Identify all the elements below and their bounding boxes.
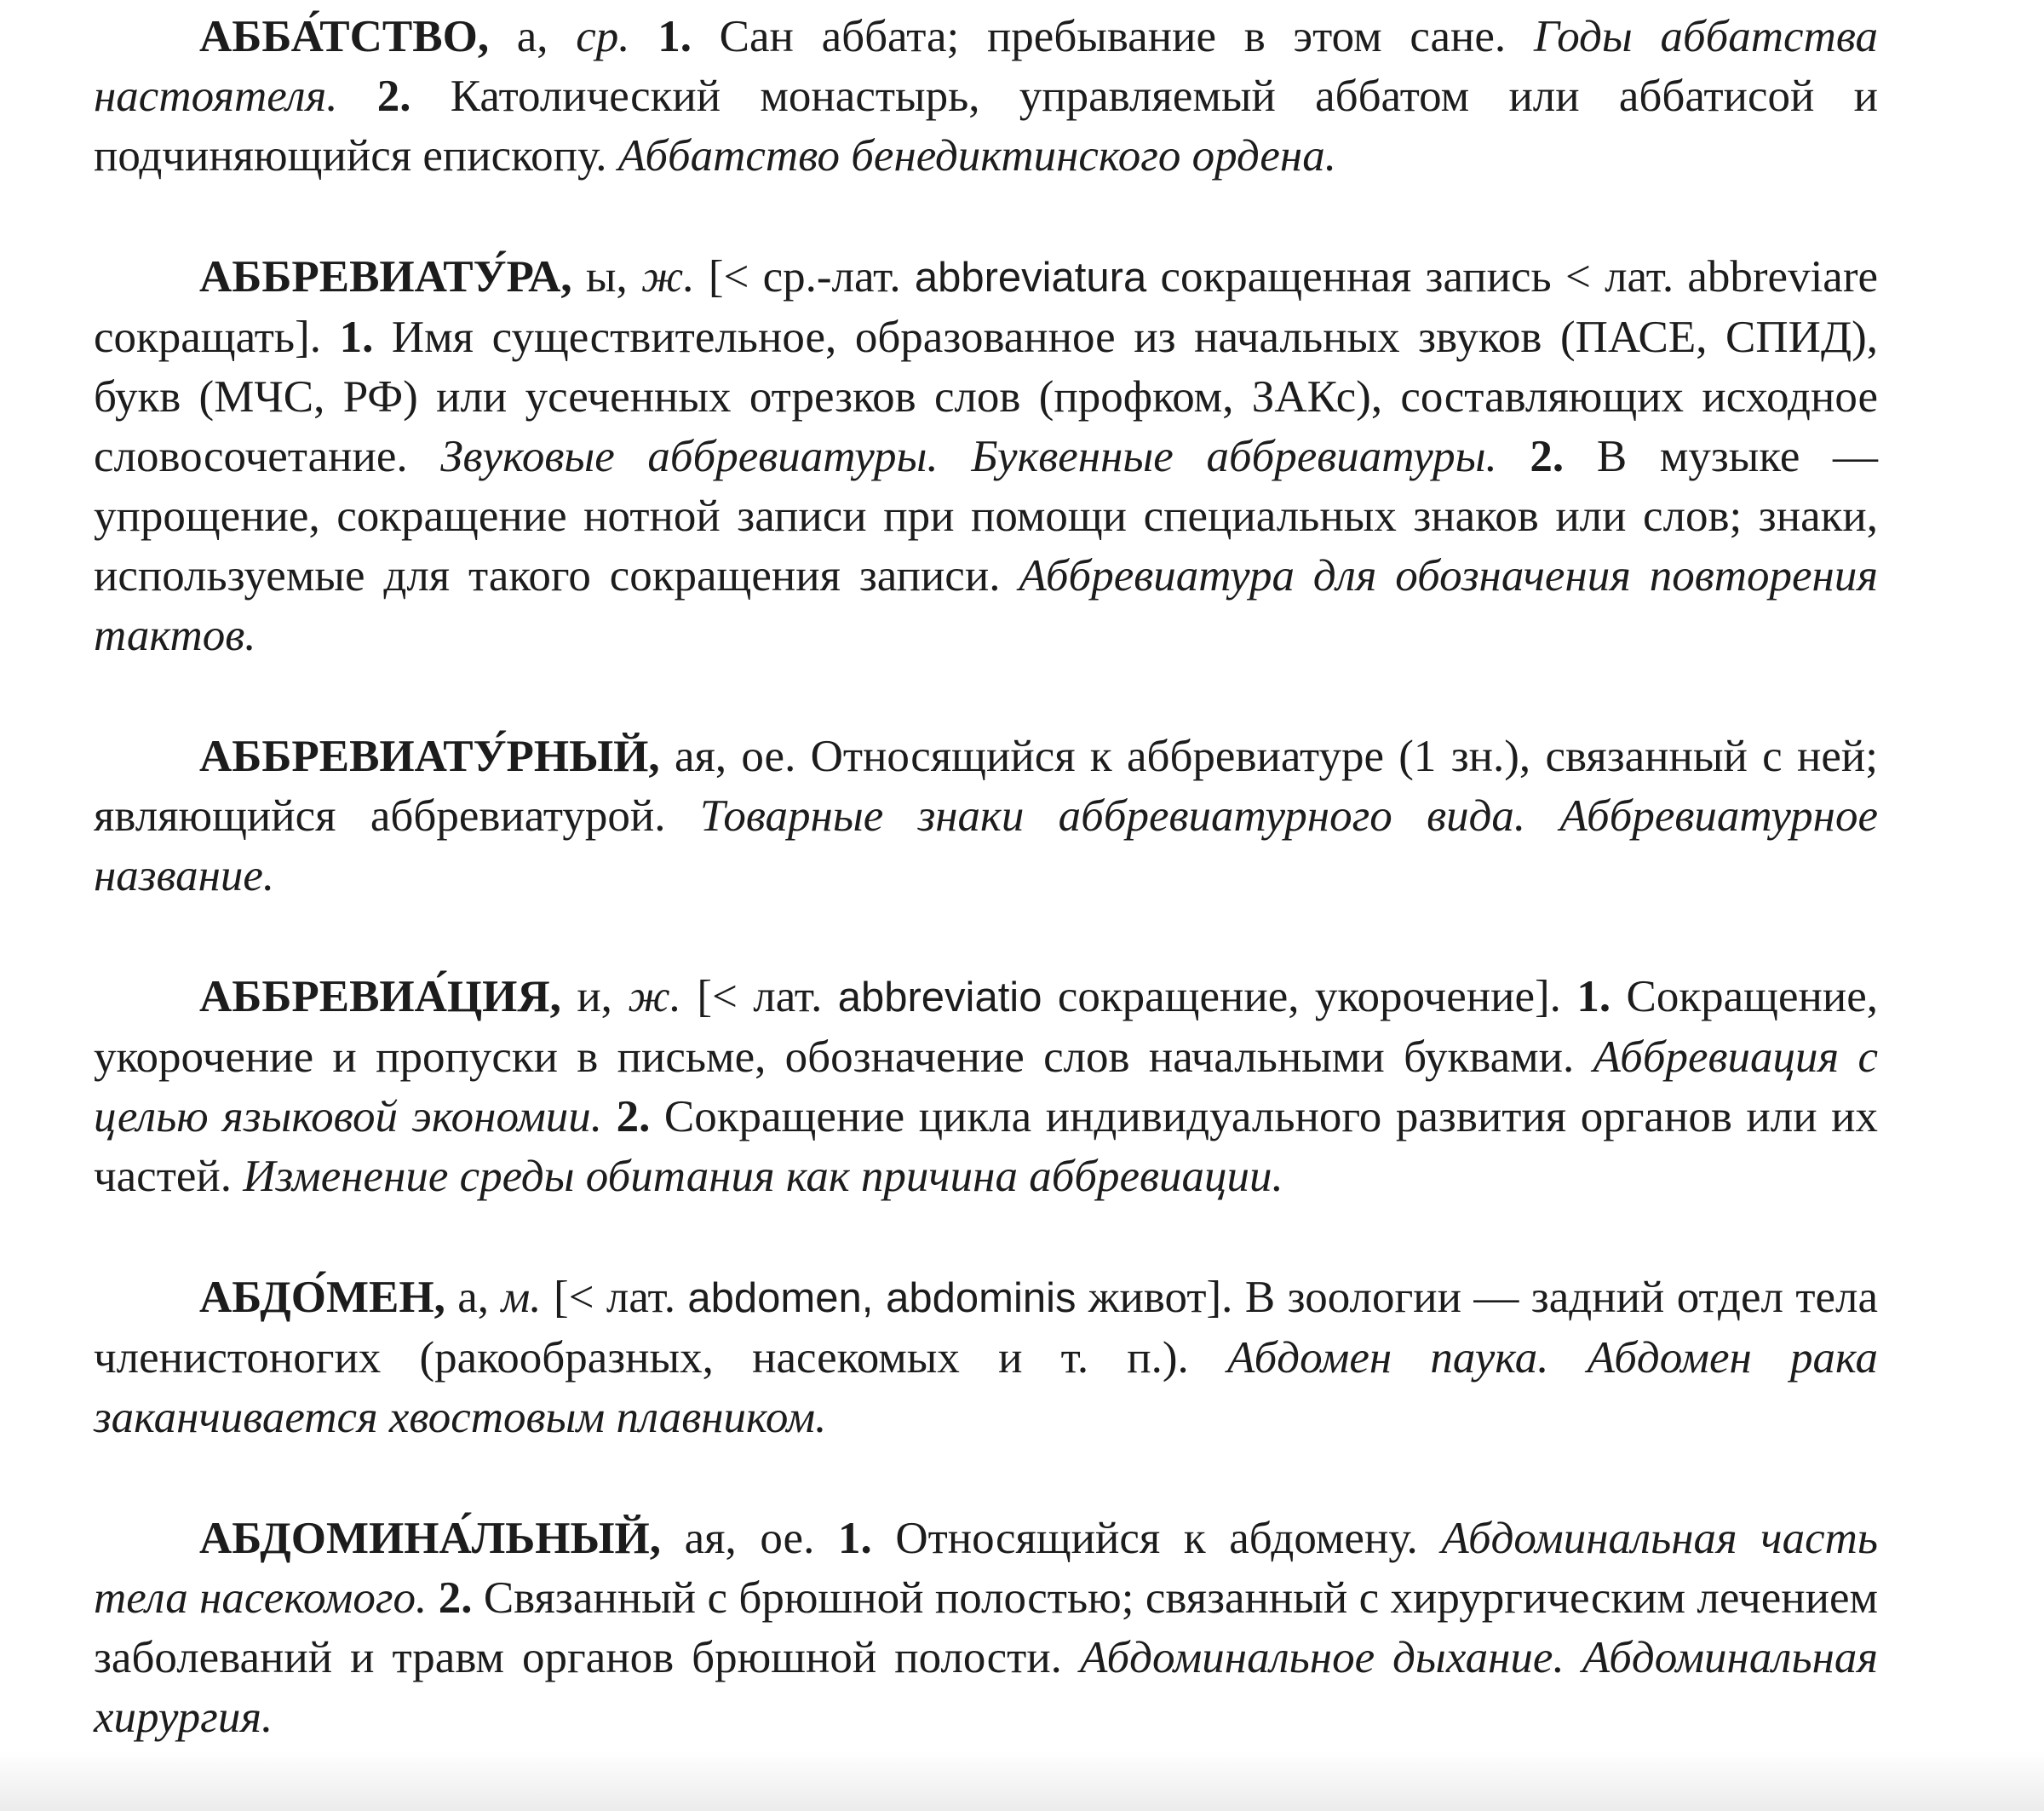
entry-definition-text: Католический монастырь, управляемый аббатом или аббатисой и подчиняющийся епископу. xyxy=(94,72,1878,181)
entry-definition-text: Имя существительное, образованное из начальных звуков (ПАСЕ, СПИД), букв (МЧС, РФ) или усеченных отрезков слов (профком, ЗАКс), составляющих исходное словосочетание. xyxy=(94,313,1879,481)
entry-definition-text: живот]. В зоологии — задний отдел тела членистоногих (ракообразных, насекомых и т. п.). xyxy=(94,1273,1878,1383)
entry-usage-example: Абдоминальная часть тела насекомого. xyxy=(94,1514,1879,1623)
entry-sense-number: 2. xyxy=(438,1573,473,1623)
entry-definition-text: а, xyxy=(445,1273,502,1322)
entry-definition-text: [< лат. xyxy=(680,972,838,1021)
entry-sense-number: 1. xyxy=(837,1514,872,1563)
entry-sense-number: 2. xyxy=(616,1092,651,1141)
entry-headword: АББРЕВИАТУ́РА, xyxy=(199,252,572,302)
entry-usage-example: ж. xyxy=(628,972,681,1021)
entry-usage-example: Годы аббатства настоятеля. xyxy=(94,12,1878,121)
dictionary-entry-abbreviatsiya xyxy=(94,967,1878,1206)
entry-definition-text: сокращенная запись < лат. abbreviare сокращать]. xyxy=(94,252,1879,362)
entry-usage-example: Товарные знаки аббревиатурного вида. Аббревиатурное название. xyxy=(94,791,1878,900)
entry-latin-term: abdomen, abdominis xyxy=(687,1275,1077,1321)
entry-definition-text xyxy=(602,1092,617,1141)
entry-usage-example: Абдоминальное дыхание. Абдоминальная хирургия. xyxy=(94,1633,1878,1742)
entry-definition-text: Связанный с брюшной полостью; связанный с хирургическим лечением заболеваний и травм органов брюшной полости. xyxy=(94,1573,1879,1682)
entry-definition-text: Сокращение, укорочение и пропуски в письме, обозначение слов начальными буквами. xyxy=(94,972,1878,1082)
entry-definition-text xyxy=(427,1573,438,1623)
dictionary-entry-abbatstvo xyxy=(94,7,1878,186)
bottom-shadow xyxy=(0,1751,2044,1811)
entry-sense-number: 2. xyxy=(1530,432,1565,481)
dictionary-entry-abdominalnyi xyxy=(94,1509,1878,1747)
entry-headword: АБДО́МЕН, xyxy=(199,1273,445,1322)
entry-definition-text: Сан аббата; пребывание в этом сане. xyxy=(691,12,1534,61)
entry-usage-example: м. xyxy=(501,1273,542,1322)
entry-usage-example: Аббревиация с целью языковой экономии. xyxy=(94,1032,1878,1141)
entry-definition-text: В музыке — упрощение, сокращение нотной записи при помощи специальных знаков или слов; знаки, используемые для такого сокращения записи. xyxy=(94,432,1879,601)
entry-usage-example: Аббревиатура для обозначения повторения тактов. xyxy=(94,551,1878,660)
dictionary-entries xyxy=(94,7,1878,1747)
entry-usage-example: Звуковые аббревиатуры. Буквенные аббревиатуры. xyxy=(440,432,1497,481)
entry-definition-text: Сокращение цикла индивидуального развития органов или их частей. xyxy=(94,1092,1879,1201)
entry-definition-text xyxy=(338,72,377,121)
entry-definition-text: и, xyxy=(560,972,629,1021)
entry-definition-text: сокращение, укорочение]. xyxy=(1042,972,1577,1021)
entry-usage-example: ср. xyxy=(576,12,630,61)
entry-sense-number: 1. xyxy=(657,12,692,61)
entry-usage-example: ж. xyxy=(641,252,695,302)
entry-sense-number: 1. xyxy=(339,313,374,362)
entry-definition-text: ы, xyxy=(571,252,642,302)
entry-sense-number: 2. xyxy=(376,72,411,121)
entry-latin-term: abbreviatura xyxy=(914,255,1147,301)
entry-usage-example: Абдомен паука. Абдомен рака заканчивается хвостовым плавником. xyxy=(94,1333,1878,1442)
dictionary-entry-abbreviaturnyi xyxy=(94,727,1878,906)
entry-latin-term: abbreviatio xyxy=(837,974,1042,1020)
entry-definition-text: Относящийся к абдомену. xyxy=(871,1514,1442,1563)
entry-definition-text xyxy=(630,12,658,61)
entry-definition-text: [< лат. xyxy=(541,1273,688,1322)
entry-headword: АБДОМИНА́ЛЬНЫЙ, xyxy=(199,1514,662,1563)
entry-definition-text: ая, ое. xyxy=(661,1514,838,1563)
entry-headword: АББА́ТСТВО, xyxy=(199,12,490,61)
dictionary-entry-abdomen xyxy=(94,1268,1878,1447)
entry-definition-text: а, xyxy=(489,12,577,61)
entry-usage-example: Изменение среды обитания как причина аббревиации. xyxy=(243,1152,1283,1201)
entry-definition-text: [< ср.-лат. xyxy=(694,252,915,302)
entry-sense-number: 1. xyxy=(1576,972,1611,1021)
dictionary-entry-abbreviatura xyxy=(94,247,1878,665)
entry-headword: АББРЕВИА́ЦИЯ, xyxy=(199,972,561,1021)
entry-definition-text xyxy=(1497,432,1530,481)
entry-headword: АББРЕВИАТУ́РНЫЙ, xyxy=(199,732,660,781)
entry-definition-text: ая, ое. Относящийся к аббревиатуре (1 зн.), связанный с ней; являющийся аббревиатурой. xyxy=(94,732,1878,841)
entry-usage-example: Аббатство бенедиктинского ордена. xyxy=(617,131,1336,181)
